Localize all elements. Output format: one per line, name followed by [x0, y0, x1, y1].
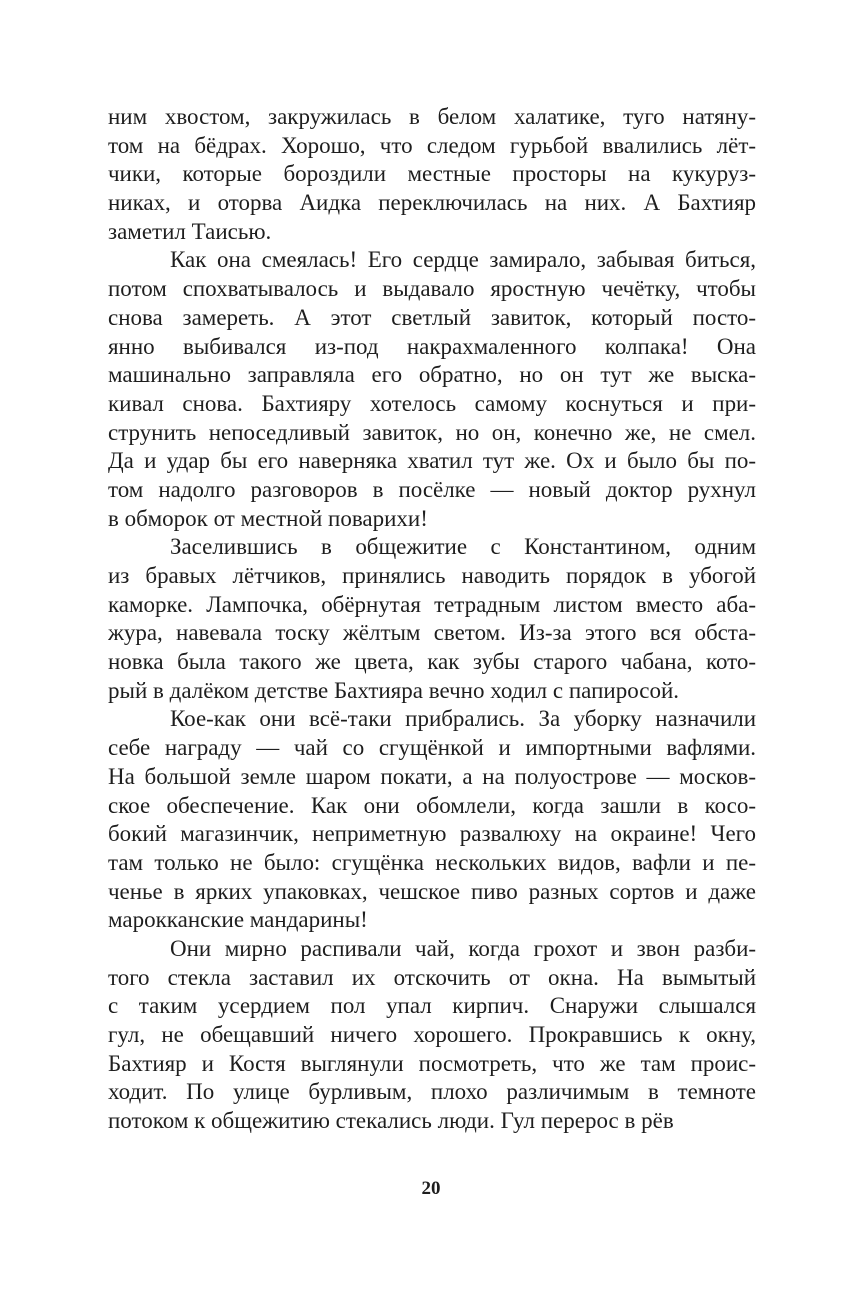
text-line: с таким усердием пол упал кирпич. Снаружи слышался [108, 993, 756, 1019]
text-line: чики, которые бороздили местные просторы на кукуруз- [108, 161, 756, 187]
text-line: Кое-как они всё-таки прибрались. За уборку назначили [170, 706, 756, 732]
text-line: струнить непоседливый завиток, но он, конечно же, не смел. [108, 419, 756, 445]
text-line: жура, навевала тоску жёлтым светом. Из-за этого вся обста- [108, 620, 756, 646]
text-line: потоком к общежитию стекались люди. Гул перерос в рёв [108, 1108, 674, 1134]
text-line: рый в далёком детстве Бахтияра вечно ходил с папиросой. [108, 677, 680, 703]
text-line: Да и удар бы его наверняка хватил тут же. Ох и было бы по- [108, 448, 756, 474]
text-line: новка была такого же цвета, как зубы старого чабана, кото- [108, 649, 756, 675]
paragraph [108, 533, 756, 705]
text-line: ним хвостом, закружилась в белом халатике, туго натяну- [108, 104, 756, 129]
text-line: того стекла заставил их отскочить от окна. На вымытый [108, 964, 756, 990]
text-line: том надолго разговоров в посёлке — новый доктор рухнул [108, 476, 756, 502]
text-line: бокий магазинчик, неприметную развалюху на окраине! Чего [108, 821, 756, 847]
paragraph [108, 246, 756, 533]
text-line: ченье в ярких упаковках, чешское пиво разных сортов и даже [108, 878, 756, 904]
text-line: ходит. По улице бурливым, плохо различимым в темноте [108, 1079, 756, 1105]
page-number: 20 [421, 1178, 441, 1199]
text-line: каморке. Лампочка, обёрнутая тетрадным листом вместо аба- [108, 591, 756, 617]
text-line: в обморок от местной поварихи! [108, 505, 428, 531]
text-line: снова замереть. А этот светлый завиток, который посто- [108, 304, 756, 330]
body-text [108, 103, 756, 1136]
text-line: машинально заправляла его обратно, но он тут же выска- [108, 362, 756, 388]
text-line: из бравых лётчиков, принялись наводить порядок в убогой [108, 563, 756, 588]
text-line: ское обеспечение. Как они обомлели, когда зашли в косо- [108, 792, 756, 818]
text-line: Они мирно распивали чай, когда грохот и звон разби- [170, 935, 756, 961]
text-line: Как она смеялась! Его сердце замирало, забывая биться, [170, 247, 756, 273]
text-line: На большой земле шаром покати, а на полуострове — москов- [108, 763, 756, 789]
text-line: гул, не обещавший ничего хорошего. Прокравшись к окну, [108, 1022, 756, 1047]
text-line: никах, и оторва Аидка переключилась на них. А Бахтияр [108, 190, 756, 216]
paragraph [108, 705, 756, 935]
text-line: Заселившись в общежитие с Константином, одним [170, 534, 756, 560]
text-line: Бахтияр и Костя выглянули посмотреть, что же там проис- [108, 1050, 756, 1076]
text-line: себе награду — чай со сгущёнкой и импортными вафлями. [108, 735, 756, 761]
paragraph [108, 935, 756, 1136]
text-line: потом спохватывалось и выдавало яростную чечётку, чтобы [108, 276, 756, 302]
text-line: там только не было: сгущёнка нескольких видов, вафли и пе- [108, 849, 756, 875]
text-line: кивал снова. Бахтияру хотелось самому коснуться и при- [108, 390, 756, 416]
text-line: заметил Таисью. [108, 218, 272, 244]
text-line: янно выбивался из-под накрахмаленного колпака! Она [108, 333, 756, 359]
text-line: марокканские мандарины! [108, 907, 368, 933]
paragraph [108, 103, 756, 246]
text-line: том на бёдрах. Хорошо, что следом гурьбой ввалились лёт- [108, 132, 756, 158]
